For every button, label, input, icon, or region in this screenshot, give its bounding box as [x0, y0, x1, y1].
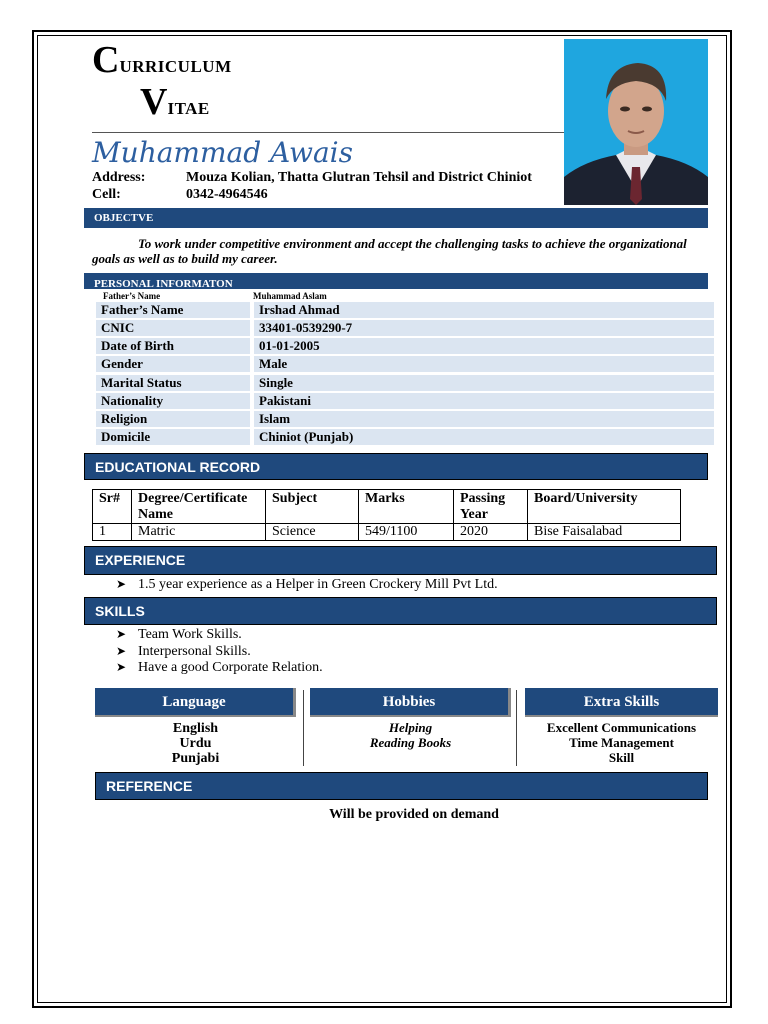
- extra-skills-heading: Extra Skills: [525, 688, 718, 717]
- reference-heading-bar: [95, 772, 708, 800]
- address-value: Mouza Kolian, Thatta Glutran Tehsil and District Chiniot: [186, 170, 532, 185]
- title-initial-v: V: [140, 81, 168, 123]
- skills-heading: SKILLS: [95, 603, 145, 619]
- skill-item-text: Interpersonal Skills.: [138, 644, 251, 659]
- extra-skills-list: [525, 720, 718, 765]
- cell-passing-year: 2020: [454, 524, 528, 541]
- skill-item-text: Have a good Corporate Relation.: [138, 660, 323, 675]
- pi-row-date-of-birth: [96, 338, 714, 354]
- column-divider: [516, 690, 517, 766]
- cell-marks: 549/1100: [359, 524, 454, 541]
- hobby-item: Reading Books: [369, 735, 452, 750]
- table-header-row: [93, 490, 681, 524]
- reference-heading: REFERENCE: [106, 778, 193, 794]
- pi-row-nationality: [96, 393, 714, 409]
- pi-label: Date of Birth: [101, 338, 174, 353]
- col-header-subject: Subject: [266, 490, 359, 524]
- pi-value: Pakistani: [259, 393, 312, 408]
- skill-item: [116, 659, 323, 676]
- objective-heading-bar: [84, 208, 708, 228]
- pi-value: Chiniot (Punjab): [259, 429, 354, 444]
- language-heading: Language: [95, 688, 296, 717]
- pi-label: Domicile: [101, 429, 151, 444]
- pi-value: 01-01-2005: [259, 338, 320, 353]
- col-header-marks: Marks: [359, 490, 454, 524]
- hobby-item: Helping: [388, 720, 433, 735]
- experience-item: [116, 576, 498, 593]
- cell-label: Cell:: [92, 187, 121, 202]
- education-heading: EDUCATIONAL RECORD: [95, 459, 261, 475]
- profile-photo: [564, 39, 708, 205]
- title-rest-curriculum: URRICULUM: [119, 57, 232, 76]
- table-row: [93, 524, 681, 541]
- pi-label: Religion: [101, 411, 148, 426]
- title-initial-c: C: [92, 39, 120, 81]
- title-rest-vitae: ITAE: [167, 99, 210, 118]
- pi-label: Gender: [101, 356, 143, 371]
- cell-sr: 1: [93, 524, 132, 541]
- objective-text: To work under competitive environment and accept the challenging tasks to achieve the organizational goals as well as to build my career.: [92, 236, 687, 266]
- pi-row-marital-status: [96, 375, 714, 391]
- title-divider: [92, 132, 564, 133]
- col-header-board: Board/University: [528, 490, 681, 524]
- pi-label: Father’s Name: [101, 302, 184, 317]
- pi-value: Male: [259, 356, 288, 371]
- cv-title-curriculum: [92, 38, 232, 82]
- experience-item-text: 1.5 year experience as a Helper in Green Crockery Mill Pvt Ltd.: [138, 577, 498, 592]
- cell-board: Bise Faisalabad: [528, 524, 681, 541]
- language-item: Urdu: [179, 736, 212, 751]
- hobbies-heading: Hobbies: [310, 688, 511, 717]
- language-list: [95, 721, 296, 766]
- arrow-bullet-icon: ➤: [116, 660, 127, 674]
- extra-skill-item: Skill: [608, 750, 635, 765]
- personal-info-heading: PERSONAL INFORMATON: [94, 278, 233, 289]
- pi-label: Marital Status: [101, 375, 182, 390]
- language-item: English: [172, 721, 219, 736]
- personal-info-heading-bar: [84, 273, 708, 289]
- col-header-degree: Degree/Certificate Name: [132, 490, 266, 524]
- cell-subject: Science: [266, 524, 359, 541]
- extra-skill-item: Excellent Communications: [546, 720, 697, 735]
- reference-text: Will be provided on demand: [329, 807, 499, 822]
- pi-label: CNIC: [101, 320, 135, 335]
- pi-value: Islam: [259, 411, 291, 426]
- pi-value: Irshad Ahmad: [259, 302, 340, 317]
- education-heading-bar: [84, 453, 708, 480]
- candidate-name: Muhammad Awais: [92, 136, 353, 169]
- pi-header-value: Muhammad Aslam: [253, 291, 327, 301]
- education-table: [92, 489, 681, 541]
- experience-heading: EXPERIENCE: [95, 552, 186, 568]
- portrait-image: [564, 39, 708, 205]
- pi-row-gender: [96, 356, 714, 372]
- extra-skill-item: Time Management: [569, 735, 674, 750]
- arrow-bullet-icon: ➤: [116, 577, 127, 591]
- skill-item-text: Team Work Skills.: [138, 627, 242, 642]
- cell-value: 0342-4964546: [186, 187, 268, 202]
- skill-item: [116, 626, 242, 643]
- col-header-passing-year: Passing Year: [454, 490, 528, 524]
- col-header-sr: Sr#: [93, 490, 132, 524]
- pi-row-cnic: [96, 320, 714, 336]
- hobbies-list: [310, 720, 511, 750]
- skills-heading-bar: [84, 597, 717, 625]
- cell-degree: Matric: [132, 524, 266, 541]
- arrow-bullet-icon: ➤: [116, 627, 127, 641]
- language-item: Punjabi: [171, 751, 220, 766]
- pi-header-label: Father’s Name: [103, 291, 161, 301]
- skill-item: [116, 643, 251, 660]
- experience-heading-bar: [84, 546, 717, 575]
- column-divider: [303, 690, 304, 766]
- pi-row-domicile: [96, 429, 714, 445]
- pi-label: Nationality: [101, 393, 164, 408]
- objective-heading: OBJECTVE: [94, 212, 154, 224]
- pi-value: 33401-0539290-7: [259, 320, 353, 335]
- pi-row-fathers-name: [96, 302, 714, 318]
- pi-row-religion: [96, 411, 714, 427]
- arrow-bullet-icon: ➤: [116, 644, 127, 658]
- pi-value: Single: [259, 375, 293, 390]
- address-label: Address:: [92, 170, 146, 185]
- cv-title-vitae: [140, 80, 210, 124]
